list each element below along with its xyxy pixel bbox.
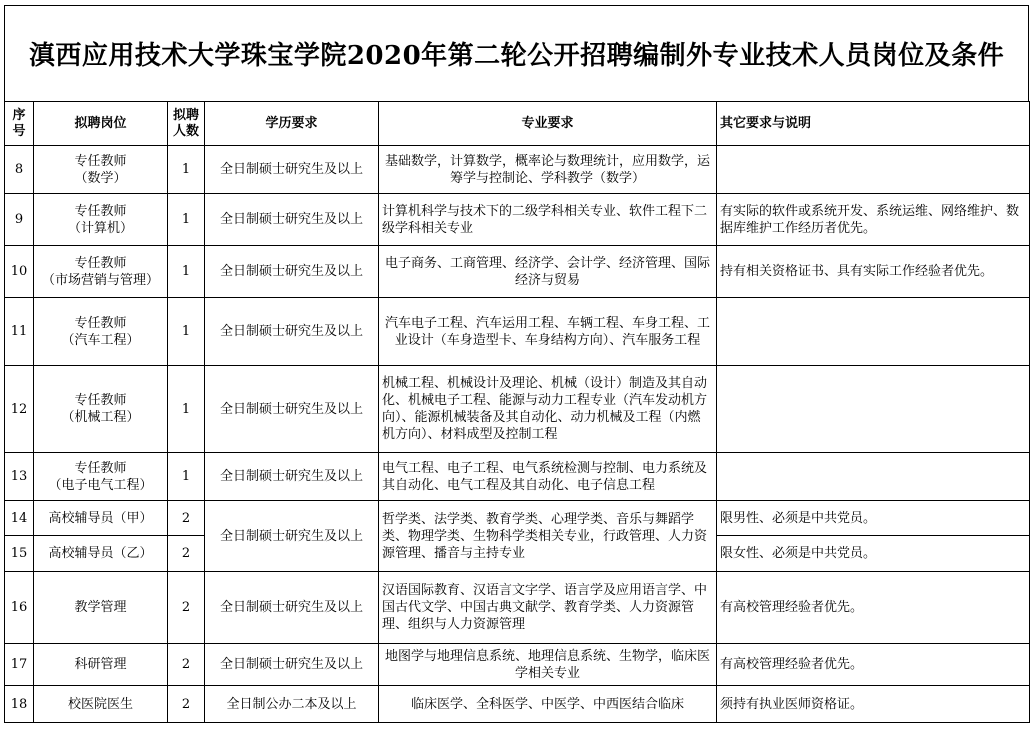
row-edu: 全日制硕士研究生及以上 [205,366,379,453]
row-post: 校医院医生 [34,686,168,723]
row-post: 高校辅导员（甲） [34,501,168,536]
row-count: 2 [168,501,205,536]
row-other [717,366,1030,453]
row-post: 专任教师 （数学） [34,146,168,194]
row-count: 1 [168,146,205,194]
row-major: 地图学与地理信息系统、地理信息系统、生物学，临床医学相关专业 [379,644,717,686]
table-row [5,501,1030,536]
row-other: 限女性、必须是中共党员。 [717,536,1030,572]
header-count: 拟聘人数 [168,102,205,146]
table-row [5,194,1030,246]
table-row [5,644,1030,686]
row-other: 持有相关资格证书、具有实际工作经验者优先。 [717,246,1030,298]
row-edu-merged: 全日制硕士研究生及以上 [205,501,379,572]
row-no: 14 [5,501,34,536]
row-other [717,146,1030,194]
row-count: 2 [168,572,205,644]
row-no: 16 [5,572,34,644]
row-post: 专任教师 （计算机） [34,194,168,246]
row-edu: 全日制硕士研究生及以上 [205,146,379,194]
row-post: 科研管理 [34,644,168,686]
row-no: 12 [5,366,34,453]
table-header-row [5,102,1030,146]
table-row [5,246,1030,298]
row-edu: 全日制硕士研究生及以上 [205,453,379,501]
title-box [4,5,1029,101]
row-major: 机械工程、机械设计及理论、机械（设计）制造及其自动化、机械电子工程、能源与动力工程专业（汽车发动机方向）、能源机械装备及其自动化、动力机械及工程（内燃机方向）、材料成型及控制工程 [379,366,717,453]
table-row [5,366,1030,453]
row-no: 13 [5,453,34,501]
row-count: 2 [168,686,205,723]
row-count: 1 [168,194,205,246]
row-other: 须持有执业医师资格证。 [717,686,1030,723]
row-count: 2 [168,536,205,572]
row-other [717,453,1030,501]
row-edu: 全日制公办二本及以上 [205,686,379,723]
row-count: 1 [168,246,205,298]
table-row [5,686,1030,723]
header-no: 序号 [5,102,34,146]
row-other: 有高校管理经验者优先。 [717,572,1030,644]
row-no: 9 [5,194,34,246]
row-major: 汉语国际教育、汉语言文字学、语言学及应用语言学、中国古代文学、中国古典文献学、教育学类、人力资源管理、组织与人力资源管理 [379,572,717,644]
row-no: 10 [5,246,34,298]
row-count: 1 [168,453,205,501]
row-major: 电气工程、电子工程、电气系统检测与控制、电力系统及其自动化、电气工程及其自动化、电子信息工程 [379,453,717,501]
row-post: 教学管理 [34,572,168,644]
row-edu: 全日制硕士研究生及以上 [205,298,379,366]
row-edu: 全日制硕士研究生及以上 [205,246,379,298]
row-no: 15 [5,536,34,572]
header-major: 专业要求 [379,102,717,146]
table-row [5,453,1030,501]
positions-table [4,101,1030,723]
row-other: 有实际的软件或系统开发、系统运维、网络维护、数据库维护工作经历者优先。 [717,194,1030,246]
row-major: 计算机科学与技术下的二级学科相关专业、软件工程下二级学科相关专业 [379,194,717,246]
row-major-merged: 哲学类、法学类、教育学类、心理学类、音乐与舞蹈学类、物理学类、生物科学类相关专业，行政管理、人力资源管理、播音与主持专业 [379,501,717,572]
table-row [5,146,1030,194]
header-post: 拟聘岗位 [34,102,168,146]
page-title: 滇西应用技术大学珠宝学院2020年第二轮公开招聘编制外专业技术人员岗位及条件 [28,41,1005,71]
row-no: 11 [5,298,34,366]
row-post: 高校辅导员（乙） [34,536,168,572]
row-edu: 全日制硕士研究生及以上 [205,644,379,686]
header-edu: 学历要求 [205,102,379,146]
row-post: 专任教师 （汽车工程） [34,298,168,366]
row-no: 8 [5,146,34,194]
header-other: 其它要求与说明 [717,102,1030,146]
row-count: 1 [168,366,205,453]
row-post: 专任教师 （机械工程） [34,366,168,453]
row-other: 限男性、必须是中共党员。 [717,501,1030,536]
row-major: 汽车电子工程、汽车运用工程、车辆工程、车身工程、工业设计（车身造型卡、车身结构方向）、汽车服务工程 [379,298,717,366]
row-edu: 全日制硕士研究生及以上 [205,572,379,644]
row-other: 有高校管理经验者优先。 [717,644,1030,686]
row-other [717,298,1030,366]
row-major: 电子商务、工商管理、经济学、会计学、经济管理、国际经济与贸易 [379,246,717,298]
table-row [5,298,1030,366]
row-edu: 全日制硕士研究生及以上 [205,194,379,246]
row-major: 临床医学、全科医学、中医学、中西医结合临床 [379,686,717,723]
row-no: 17 [5,644,34,686]
row-count: 2 [168,644,205,686]
table-row [5,572,1030,644]
row-count: 1 [168,298,205,366]
row-no: 18 [5,686,34,723]
row-major: 基础数学，计算数学，概率论与数理统计，应用数学，运筹学与控制论、学科教学（数学） [379,146,717,194]
row-post: 专任教师 （电子电气工程） [34,453,168,501]
row-post: 专任教师 （市场营销与管理） [34,246,168,298]
